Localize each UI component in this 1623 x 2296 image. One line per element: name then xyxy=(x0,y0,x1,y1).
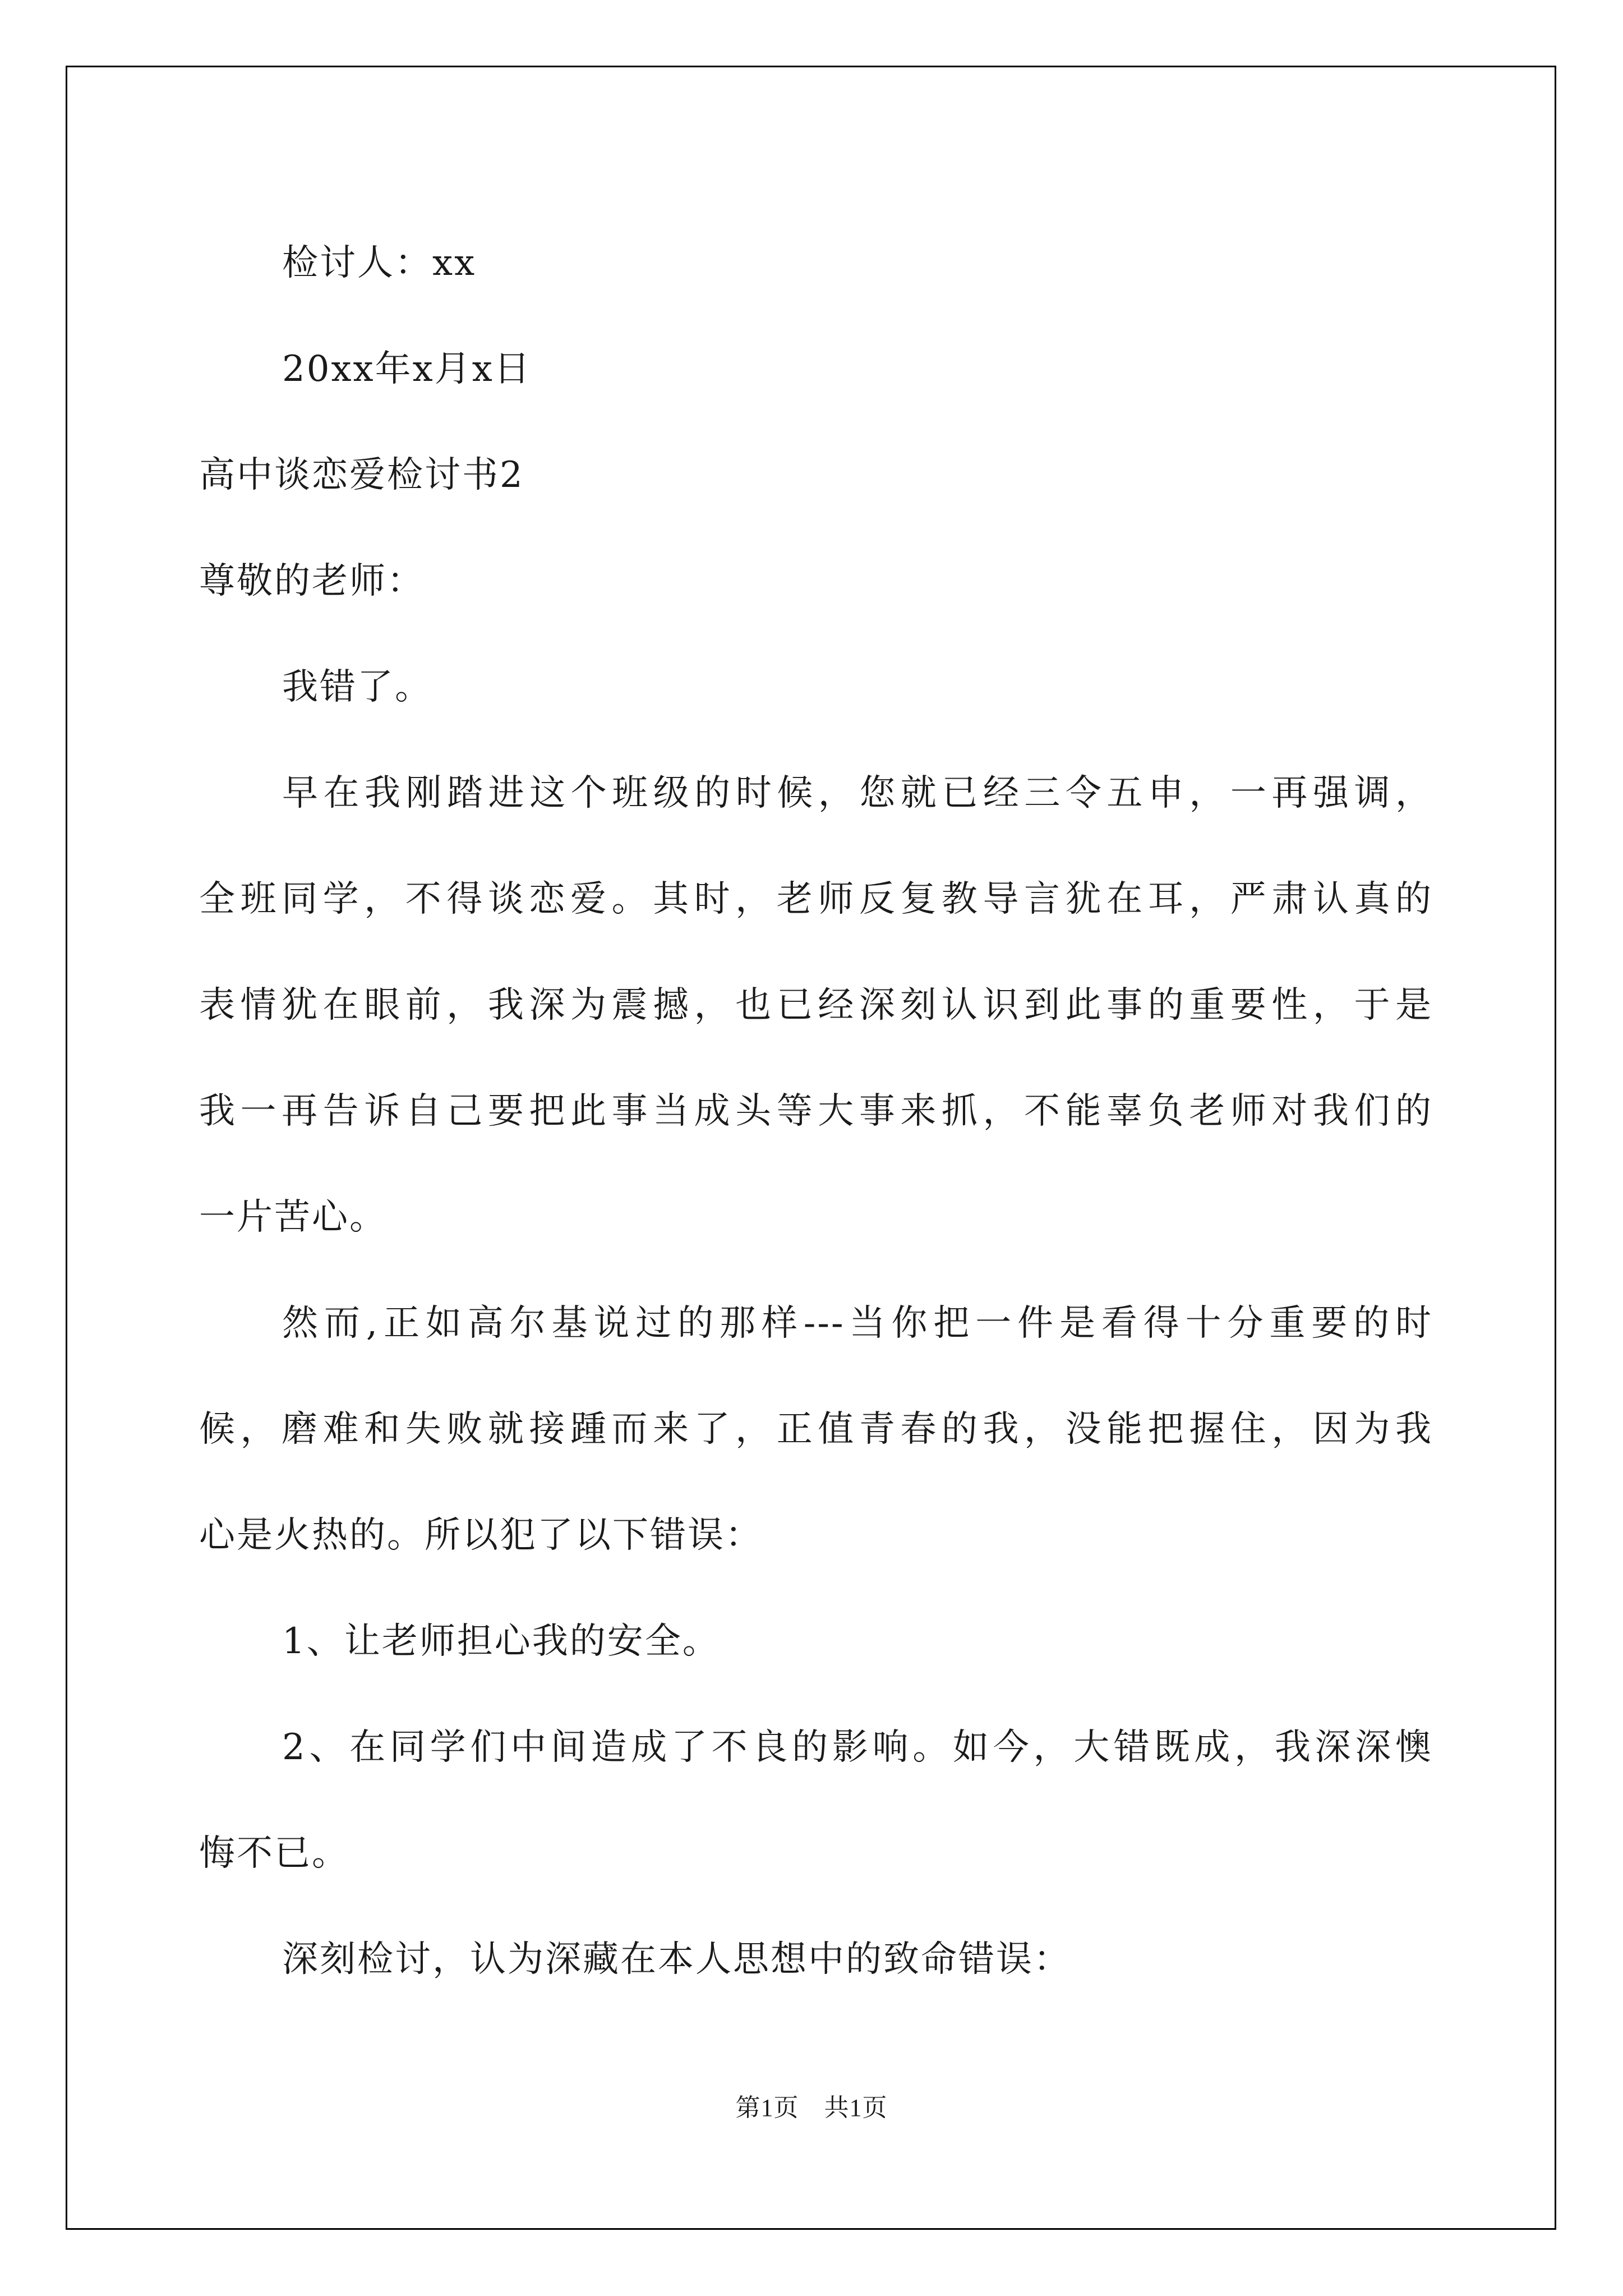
signature-author: 检讨人：xx xyxy=(282,242,477,284)
list-item: 2、在同学们中间造成了不良的影响。如今，大错既成，我深深懊 xyxy=(282,1727,1433,1768)
paragraph-line: 我错了。 xyxy=(282,666,432,708)
paragraph-line: 一片苦心。 xyxy=(199,1197,387,1238)
paragraph-line: 表情犹在眼前，我深为震撼，也已经深刻认识到此事的重要性，于是 xyxy=(199,984,1433,1026)
paragraph-line: 然而,正如高尔基说过的那样---当你把一件是看得十分重要的时 xyxy=(282,1303,1433,1344)
paragraph-line: 我一再告诉自己要把此事当成头等大事来抓，不能辜负老师对我们的 xyxy=(199,1091,1433,1132)
list-item: 1、让老师担心我的安全。 xyxy=(282,1621,720,1662)
salutation: 尊敬的老师： xyxy=(199,560,425,602)
signature-date: 20xx年x月x日 xyxy=(282,348,532,390)
page-footer: 第1页 共1页 xyxy=(735,2094,888,2122)
paragraph-line: 早在我刚踏进这个班级的时候，您就已经三令五申，一再强调， xyxy=(282,772,1433,814)
document-title: 高中谈恋爱检讨书2 xyxy=(199,454,524,496)
document-body xyxy=(199,210,1433,2013)
paragraph-line: 候，磨难和失败就接踵而来了，正值青春的我，没能把握住，因为我 xyxy=(199,1409,1433,1450)
paragraph-line: 心是火热的。所以犯了以下错误： xyxy=(199,1515,763,1556)
paragraph-line: 深刻检讨，认为深藏在本人思想中的致命错误： xyxy=(282,1939,1071,1980)
paragraph-line: 全班同学，不得谈恋爱。其时，老师反复教导言犹在耳，严肃认真的 xyxy=(199,878,1433,920)
paragraph-line: 悔不已。 xyxy=(199,1833,349,1874)
